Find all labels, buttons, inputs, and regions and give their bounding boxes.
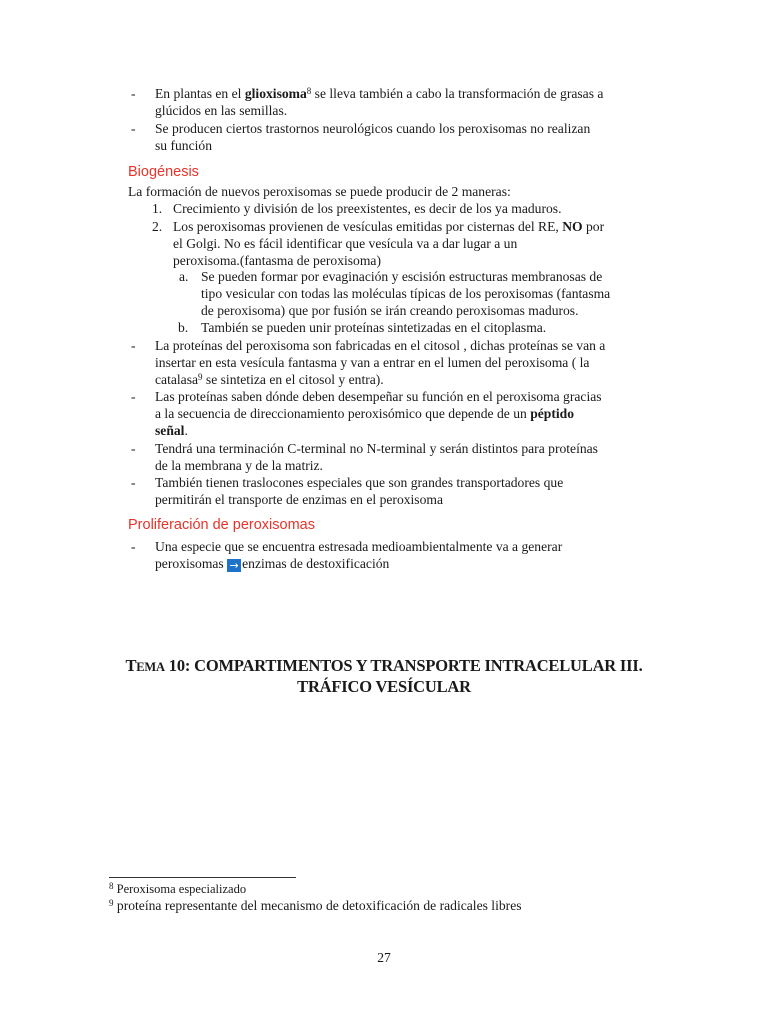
text-line: insertar en esta vesícula fantasma y van a entrar en el lumen del peroxisoma ( la [155, 355, 590, 370]
text-line: permitirán el transporte de enzimas en el peroxisoma [155, 492, 444, 507]
footnote: $^9$ proteína representante del mecanismo de detoxificación de radicales libres [109, 898, 522, 913]
bullet-dash: - [131, 441, 136, 456]
bullet-dash: - [131, 121, 136, 136]
text-line: Una especie que se encuentra estresada medioambientalmente va a generar [155, 539, 563, 554]
text-line: glúcidos en las semillas. [155, 103, 288, 118]
text-line: También tienen traslocones especiales que son grandes transportadores que [155, 475, 564, 490]
text-line: Se producen ciertos trastornos neurológicos cuando los peroxisomas no realizan [155, 121, 591, 136]
list-item-text: peroxisoma.(fantasma de peroxisoma) [173, 253, 381, 268]
text-line: Las proteínas saben dónde deben desempeñar su función en el peroxisoma gracias [155, 389, 602, 404]
sublist-letter: b. [178, 320, 189, 335]
bullet-dash: - [131, 475, 136, 490]
footnote: $^8$ Peroxisoma especializado [109, 881, 247, 896]
sublist-text: de peroxisoma) que por fusión se irán creando peroxisomas maduros. [201, 303, 579, 318]
text-line: señal. [155, 423, 188, 438]
text-line: de la membrana y de la matriz. [155, 458, 323, 473]
text-line: En plantas en el glioxisoma$^8$ se lleva también a cabo la transformación de grasas a [155, 86, 604, 101]
list-number: 1. [152, 201, 163, 216]
section-intro: La formación de nuevos peroxisomas se puede producir de 2 maneras: [128, 184, 511, 199]
footnote-separator [109, 877, 296, 878]
text-line: Tendrá una terminación C-terminal no N-terminal y serán distintos para proteínas [155, 441, 598, 456]
text-line: su función [155, 138, 213, 153]
list-item-text: Crecimiento y división de los preexistentes, es decir de los ya maduros. [173, 201, 562, 216]
sublist-letter: a. [179, 269, 189, 284]
page-number: 27 [377, 950, 391, 965]
bullet-dash: - [131, 539, 136, 554]
text-line: catalasa$^9$ se sintetiza en el citosol y entra). [155, 372, 384, 387]
sublist-text: Se pueden formar por evaginación y escisión estructuras membranosas de [201, 269, 603, 284]
text-line: La proteínas del peroxisoma son fabricadas en el citosol , dichas proteínas se van a [155, 338, 606, 353]
section-heading-biogenesis: Biogénesis [128, 164, 199, 180]
section-heading-proliferacion: Proliferación de peroxisomas [128, 517, 315, 533]
right-arrow-icon: → [227, 559, 241, 572]
chapter-title-line2: TRÁFICO VESÍCULAR [297, 677, 471, 696]
list-item-text: Los peroxisomas provienen de vesículas emitidas por cisternas del RE, NO por [173, 219, 605, 234]
chapter-title-line1: TEMA 10: COMPARTIMENTOS Y TRANSPORTE INTRACELULAR III. [125, 656, 643, 675]
list-number: 2. [152, 219, 163, 234]
bullet-dash: - [131, 338, 136, 353]
text-line: peroxisomas → enzimas de destoxificación [155, 556, 390, 572]
sublist-text: tipo vesicular con todas las moléculas típicas de los peroxisomas (fantasma [201, 286, 611, 301]
text-line: a la secuencia de direccionamiento peroxisómico que depende de un péptido [155, 406, 575, 421]
bullet-dash: - [131, 86, 136, 101]
sublist-text: También se pueden unir proteínas sintetizadas en el citoplasma. [201, 320, 547, 335]
bullet-dash: - [131, 389, 136, 404]
list-item-text: el Golgi. No es fácil identificar que vesícula va a dar lugar a un [173, 236, 518, 251]
